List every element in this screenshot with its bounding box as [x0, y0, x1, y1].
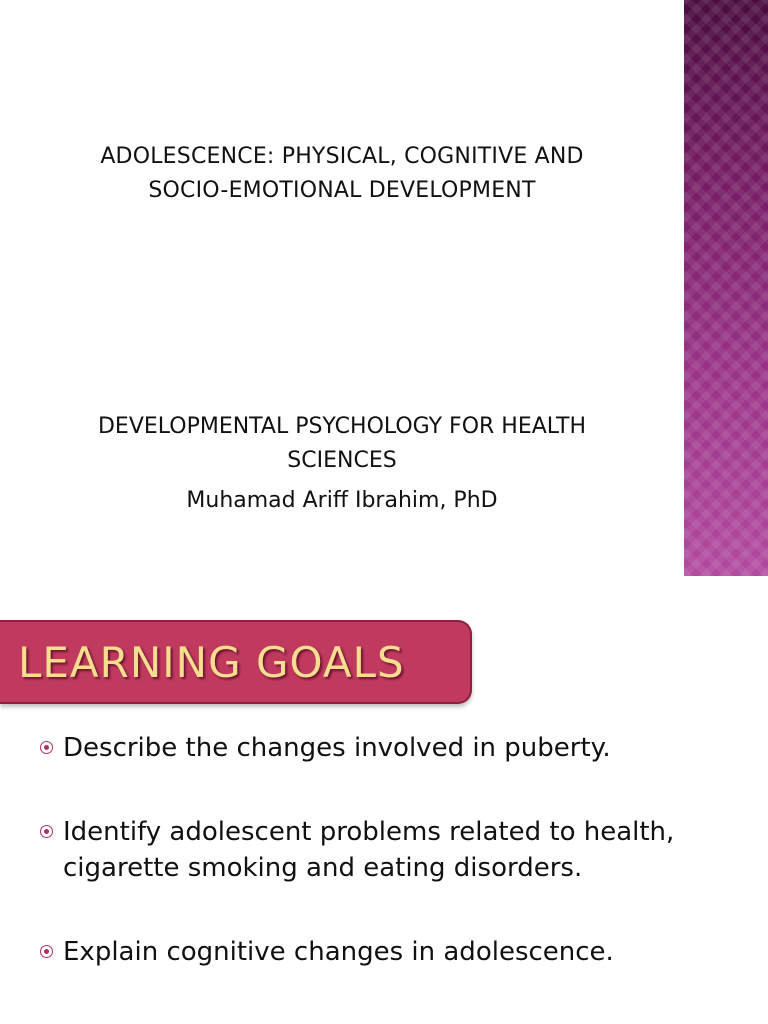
goal-item-2-line-2: cigarette smoking and eating disorders. [63, 853, 583, 883]
slide-title-line-2: SOCIO-EMOTIONAL DEVELOPMENT [148, 178, 536, 203]
learning-goals-slide [0, 576, 768, 1024]
author-name: Muhamad Ariff Ibrahim, PhD [186, 488, 498, 513]
goal-item-1-line-1: Describe the changes involved in puberty. [63, 733, 611, 763]
goal-item-2-line-1: Identify adolescent problems related to health, [63, 817, 675, 847]
course-name-line-1: DEVELOPMENTAL PSYCHOLOGY FOR HEALTH [97, 414, 587, 439]
radio-dot-icon [40, 825, 53, 838]
course-name-line-2: SCIENCES [287, 448, 397, 473]
slide-subtitle [20, 410, 664, 518]
slide-title-line-1: ADOLESCENCE: PHYSICAL, COGNITIVE AND [100, 144, 584, 169]
goal-item-3-line-1: Explain cognitive changes in adolescence. [63, 937, 614, 967]
slide-title [20, 140, 664, 208]
goal-item-3 [40, 934, 740, 970]
goals-list [40, 730, 740, 1018]
radio-dot-icon [40, 945, 53, 958]
learning-goals-heading: LEARNING GOALS [18, 638, 405, 687]
decorative-side-band [684, 0, 768, 576]
goal-item-1 [40, 730, 740, 766]
radio-dot-icon [40, 741, 53, 754]
learning-goals-banner [0, 620, 472, 704]
goal-item-2 [40, 814, 740, 886]
